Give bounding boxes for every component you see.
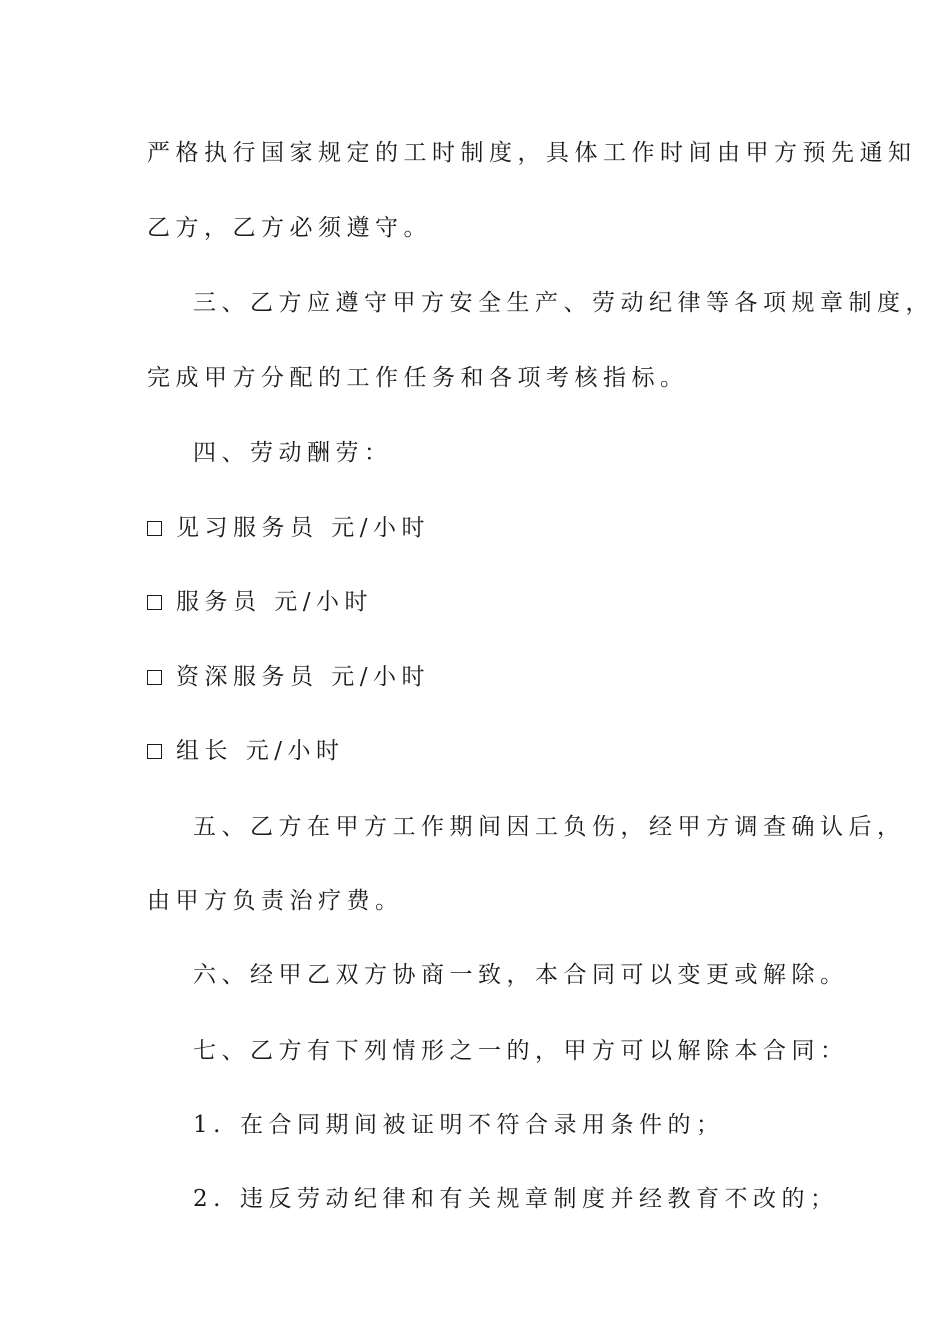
wage-option-label: 组长 元/小时 — [176, 738, 345, 764]
checkbox-icon[interactable] — [147, 595, 162, 610]
wage-option-label: 服务员 元/小时 — [176, 589, 374, 615]
wage-option-attendant — [147, 587, 373, 617]
clause-five-line — [193, 812, 906, 842]
line-text: 由甲方负责治疗费。 — [147, 888, 404, 914]
clause-seven-line — [193, 1036, 849, 1066]
list-item-text: 在合同期间被证明不符合录用条件的； — [239, 1112, 725, 1138]
wage-option-label: 资深服务员 元/小时 — [176, 664, 431, 690]
paragraph-line — [147, 886, 404, 916]
wage-option-label: 见习服务员 元/小时 — [176, 515, 431, 541]
paragraph-line — [147, 363, 689, 393]
paragraph-line — [147, 213, 432, 243]
list-item — [193, 1110, 724, 1140]
wage-option-trainee — [147, 513, 430, 543]
line-text: 五、乙方在甲方工作期间因工负伤，经甲方调查确认后， — [193, 814, 906, 840]
clause-six-line — [193, 960, 849, 990]
line-text: 完成甲方分配的工作任务和各项考核指标。 — [147, 365, 689, 391]
checkbox-icon[interactable] — [147, 670, 162, 685]
clause-three-line — [193, 288, 934, 318]
list-item — [193, 1184, 838, 1214]
wage-option-senior — [147, 662, 430, 692]
list-number: 2. — [193, 1186, 226, 1212]
list-item-text: 违反劳动纪律和有关规章制度并经教育不改的； — [239, 1186, 839, 1212]
checkbox-icon[interactable] — [147, 521, 162, 536]
line-text: 乙方，乙方必须遵守。 — [147, 215, 432, 241]
clause-four-heading — [193, 438, 393, 468]
line-text: 严格执行国家规定的工时制度，具体工作时间由甲方预先通知 — [147, 140, 917, 166]
paragraph-line — [147, 138, 917, 168]
list-number: 1. — [193, 1112, 226, 1138]
wage-option-team-leader — [147, 736, 345, 766]
line-text: 四、劳动酬劳： — [193, 440, 393, 466]
line-text: 三、乙方应遵守甲方安全生产、劳动纪律等各项规章制度， — [193, 290, 934, 316]
line-text: 六、经甲乙双方协商一致，本合同可以变更或解除。 — [193, 962, 849, 988]
checkbox-icon[interactable] — [147, 744, 162, 759]
line-text: 七、乙方有下列情形之一的，甲方可以解除本合同： — [193, 1038, 849, 1064]
